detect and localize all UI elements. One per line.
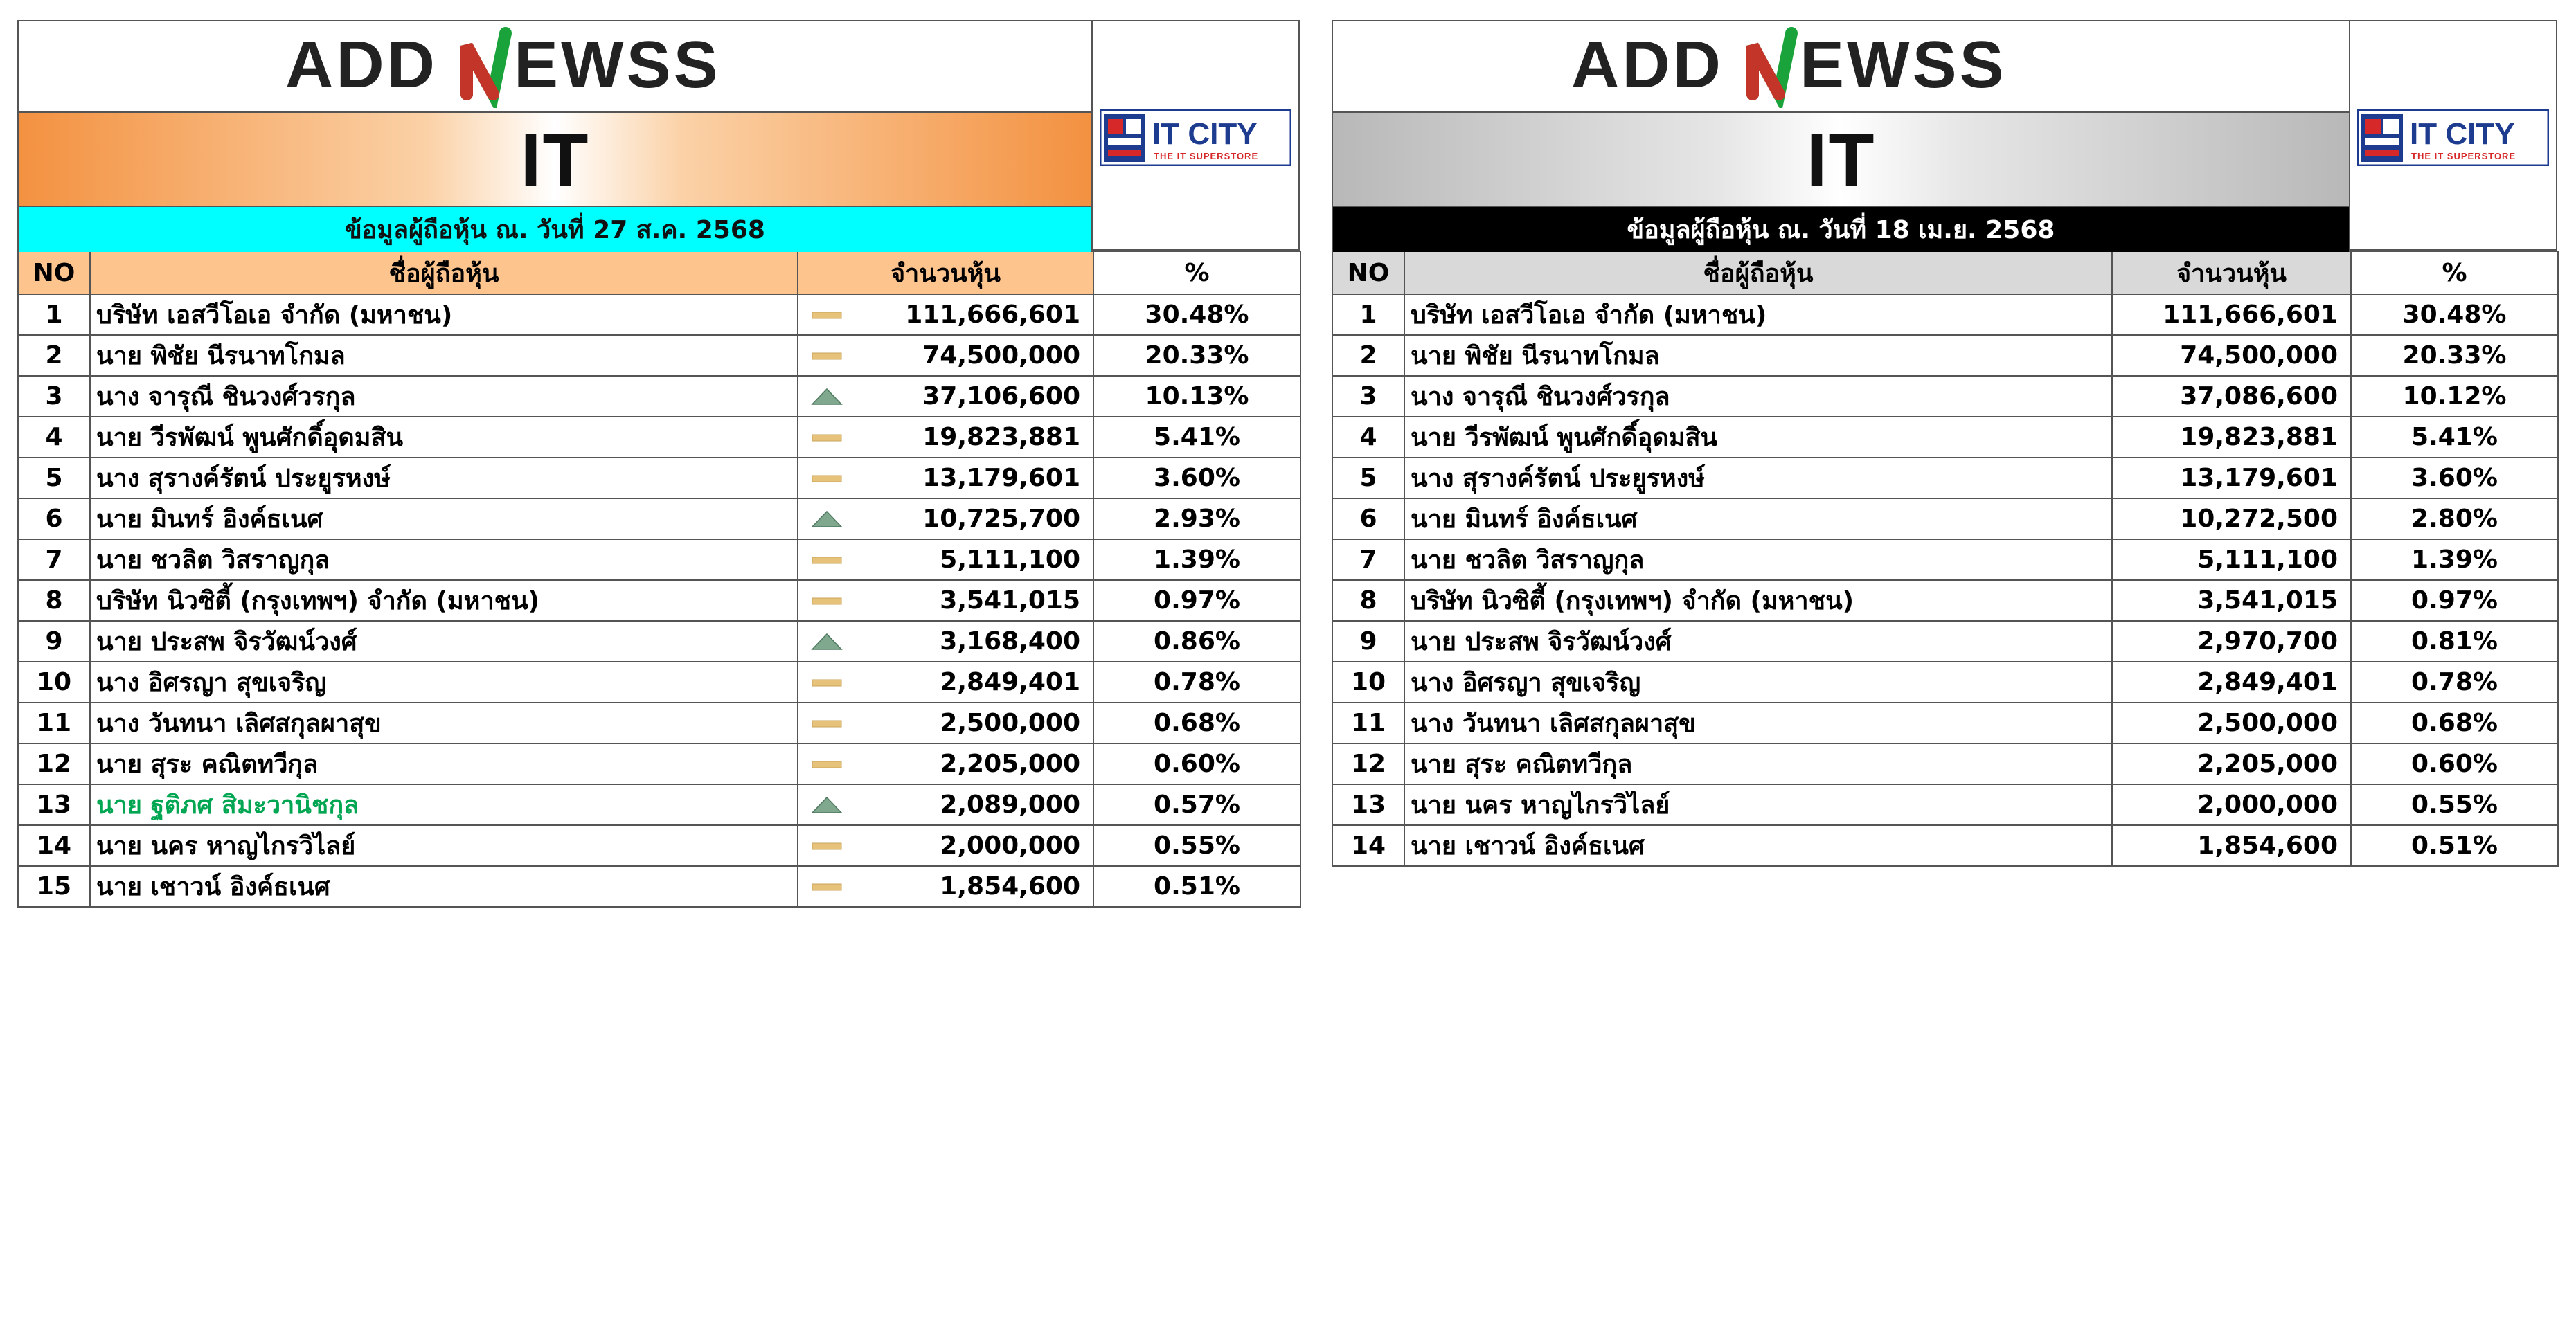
shareholder-name: นาง วันทนา เลิศสกุลผาสุข <box>1404 703 2112 743</box>
share-percent: 0.60% <box>1093 743 1300 784</box>
share-percent: 0.51% <box>2351 825 2558 866</box>
shareholder-table-left <box>17 251 1301 908</box>
share-percent: 0.55% <box>2351 784 2558 825</box>
share-count-cell: 19,823,881 <box>2112 417 2351 458</box>
col-name-header: ชื่อผู้ถือหุ้น <box>1404 251 2112 294</box>
share-count: 13,179,601 <box>922 464 1080 492</box>
table-row <box>1332 662 2558 703</box>
share-count-cell: 5,111,100 <box>2112 539 2351 580</box>
table-row <box>18 376 1300 417</box>
share-percent: 0.68% <box>1093 703 1300 743</box>
share-count-cell <box>798 458 1093 498</box>
table-row <box>18 784 1300 825</box>
row-no: 7 <box>18 539 90 580</box>
row-no: 10 <box>18 662 90 703</box>
header-main-right <box>1332 20 2350 251</box>
brand-logo-right <box>1333 21 2349 113</box>
shareholder-name: นาย วีรพัฒน์ พูนศักดิ์อุดมสิน <box>1404 417 2112 458</box>
share-count-cell <box>798 376 1093 417</box>
table-row <box>18 662 1300 703</box>
col-pct-header: % <box>1093 251 1300 294</box>
panel-right <box>1332 20 2557 867</box>
share-count-cell <box>798 825 1093 866</box>
table-row <box>18 703 1300 743</box>
row-no: 14 <box>1332 825 1404 866</box>
shareholder-name: นาย ประสพ จิรวัฒน์วงศ์ <box>1404 621 2112 662</box>
share-percent: 3.60% <box>2351 458 2558 498</box>
svg-text:ADD: ADD <box>285 28 438 102</box>
share-percent: 0.81% <box>2351 621 2558 662</box>
brand-text: ADDNEWSS <box>285 25 289 26</box>
share-percent: 0.60% <box>2351 743 2558 784</box>
table-header-row <box>18 251 1300 294</box>
share-count-cell: 2,849,401 <box>2112 662 2351 703</box>
table-row <box>18 294 1300 335</box>
row-no: 9 <box>1332 621 1404 662</box>
shareholder-name: นาย พิชัย นีรนาทโกมล <box>90 335 798 376</box>
share-count: 3,541,015 <box>940 586 1080 615</box>
table-row <box>18 743 1300 784</box>
table-row <box>1332 825 2558 866</box>
ticker-symbol: IT <box>520 117 590 201</box>
col-shares-header: จำนวนหุ้น <box>798 251 1093 294</box>
shareholder-name: นาย นคร หาญไกรวิไลย์ <box>1404 784 2112 825</box>
table-row <box>1332 580 2558 621</box>
shareholder-name: นาง วันทนา เลิศสกุลผาสุข <box>90 703 798 743</box>
row-no: 11 <box>18 703 90 743</box>
shareholder-name: นาย วีรพัฒน์ พูนศักดิ์อุดมสิน <box>90 417 798 458</box>
trend-up-icon <box>811 795 843 815</box>
trend-flat-icon <box>811 713 843 734</box>
itcity-logo <box>2357 109 2549 166</box>
share-percent: 30.48% <box>2351 294 2558 335</box>
trend-up-icon <box>811 509 843 530</box>
shareholder-name: นาย ชวลิต วิสราญกุล <box>1404 539 2112 580</box>
table-row <box>1332 703 2558 743</box>
share-count: 111,666,601 <box>905 300 1080 329</box>
row-no: 7 <box>1332 539 1404 580</box>
svg-text:IT CITY: IT CITY <box>2410 117 2515 151</box>
row-no: 6 <box>18 498 90 539</box>
trend-flat-icon <box>811 590 843 611</box>
table-row <box>18 866 1300 907</box>
table-row <box>1332 294 2558 335</box>
share-count-cell <box>798 498 1093 539</box>
svg-text:IT CITY: IT CITY <box>1152 117 1258 151</box>
panel-left <box>17 20 1300 908</box>
share-count: 1,854,600 <box>940 872 1080 901</box>
shareholder-name: นาย มินทร์ อิงค์ธเนศ <box>90 498 798 539</box>
trend-flat-icon <box>811 672 843 693</box>
share-count-cell <box>798 621 1093 662</box>
share-count-cell: 13,179,601 <box>2112 458 2351 498</box>
row-no: 4 <box>1332 417 1404 458</box>
share-percent: 0.51% <box>1093 866 1300 907</box>
share-count: 3,168,400 <box>940 627 1080 656</box>
table-row <box>1332 784 2558 825</box>
trend-flat-icon <box>811 550 843 570</box>
table-row <box>18 417 1300 458</box>
share-percent: 20.33% <box>1093 335 1300 376</box>
shareholder-name: นาง จารุณี ชินวงศ์วรกุล <box>90 376 798 417</box>
share-percent: 2.93% <box>1093 498 1300 539</box>
shareholder-name: บริษัท เอสวีโอเอ จำกัด (มหาชน) <box>1404 294 2112 335</box>
trend-flat-icon <box>811 468 843 489</box>
date-label: ข้อมูลผู้ถือหุ้น ณ. วันที่ 18 เม.ย. 2568 <box>1627 216 2055 244</box>
share-count-cell <box>798 417 1093 458</box>
partner-box-left <box>1093 20 1300 251</box>
shareholder-name: นาย เชาวน์ อิงค์ธเนศ <box>1404 825 2112 866</box>
trend-flat-icon <box>811 754 843 775</box>
table-row <box>1332 621 2558 662</box>
share-count-cell: 37,086,600 <box>2112 376 2351 417</box>
itcity-logo <box>1100 109 1291 166</box>
svg-text:THE IT SUPERSTORE: THE IT SUPERSTORE <box>1154 151 1259 161</box>
trend-up-icon <box>811 631 843 652</box>
header-left <box>17 20 1300 251</box>
share-count-cell: 2,205,000 <box>2112 743 2351 784</box>
ticker-band-left <box>19 113 1091 207</box>
shareholder-name: นาย สุระ คณิตทวีกุล <box>90 743 798 784</box>
shareholder-name: นาง อิศรญา สุขเจริญ <box>90 662 798 703</box>
share-count: 2,500,000 <box>940 709 1080 737</box>
row-no: 3 <box>1332 376 1404 417</box>
trend-up-icon <box>811 386 843 407</box>
shareholder-name: นาง อิศรญา สุขเจริญ <box>1404 662 2112 703</box>
shareholder-name: บริษัท นิวซิตี้ (กรุงเทพฯ) จำกัด (มหาชน) <box>90 580 798 621</box>
col-name-header: ชื่อผู้ถือหุ้น <box>90 251 798 294</box>
row-no: 8 <box>1332 580 1404 621</box>
table-row <box>18 335 1300 376</box>
share-count-cell: 3,541,015 <box>2112 580 2351 621</box>
share-count-cell <box>798 294 1093 335</box>
brand-logo-left <box>19 21 1091 113</box>
row-no: 3 <box>18 376 90 417</box>
row-no: 13 <box>18 784 90 825</box>
addnewss-logo <box>1571 25 2111 108</box>
shareholder-name: บริษัท นิวซิตี้ (กรุงเทพฯ) จำกัด (มหาชน) <box>1404 580 2112 621</box>
row-no: 14 <box>18 825 90 866</box>
svg-text:EWSS: EWSS <box>513 28 721 102</box>
addnewss-logo <box>285 25 825 108</box>
shareholder-name: นาย มินทร์ อิงค์ธเนศ <box>1404 498 2112 539</box>
share-percent: 30.48% <box>1093 294 1300 335</box>
share-percent: 0.97% <box>2351 580 2558 621</box>
shareholder-name: นาย เชาวน์ อิงค์ธเนศ <box>90 866 798 907</box>
row-no: 9 <box>18 621 90 662</box>
table-row <box>18 825 1300 866</box>
share-percent: 5.41% <box>1093 417 1300 458</box>
share-percent: 10.13% <box>1093 376 1300 417</box>
table-row <box>1332 335 2558 376</box>
row-no: 1 <box>18 294 90 335</box>
share-count-cell: 2,500,000 <box>2112 703 2351 743</box>
share-percent: 0.57% <box>1093 784 1300 825</box>
share-percent: 0.68% <box>2351 703 2558 743</box>
row-no: 2 <box>1332 335 1404 376</box>
table-row <box>18 580 1300 621</box>
date-band-right <box>1333 207 2349 252</box>
shareholder-name: นาย นคร หาญไกรวิไลย์ <box>90 825 798 866</box>
col-no-header: NO <box>1332 251 1404 294</box>
share-percent: 20.33% <box>2351 335 2558 376</box>
ticker-symbol: IT <box>1806 117 1876 201</box>
table-row <box>1332 498 2558 539</box>
shareholder-name: นาย ชวลิต วิสราญกุล <box>90 539 798 580</box>
share-percent: 1.39% <box>1093 539 1300 580</box>
shareholder-name: นาย ประสพ จิรวัฒน์วงศ์ <box>90 621 798 662</box>
table-row <box>18 458 1300 498</box>
svg-text:ADD: ADD <box>1571 28 1724 102</box>
row-no: 13 <box>1332 784 1404 825</box>
row-no: 12 <box>18 743 90 784</box>
share-count-cell <box>798 335 1093 376</box>
table-row <box>18 539 1300 580</box>
share-count-cell: 2,000,000 <box>2112 784 2351 825</box>
shareholder-name: นาง สุรางค์รัตน์ ประยูรหงษ์ <box>1404 458 2112 498</box>
row-no: 2 <box>18 335 90 376</box>
share-count: 2,205,000 <box>940 750 1080 778</box>
table-row <box>1332 539 2558 580</box>
table-row <box>1332 743 2558 784</box>
share-count: 37,106,600 <box>922 382 1080 410</box>
svg-text:THE IT SUPERSTORE: THE IT SUPERSTORE <box>2411 151 2516 161</box>
share-percent: 3.60% <box>1093 458 1300 498</box>
row-no: 11 <box>1332 703 1404 743</box>
row-no: 12 <box>1332 743 1404 784</box>
share-count: 74,500,000 <box>922 341 1080 370</box>
row-no: 8 <box>18 580 90 621</box>
share-percent: 2.80% <box>2351 498 2558 539</box>
share-percent: 10.12% <box>2351 376 2558 417</box>
share-percent: 0.78% <box>2351 662 2558 703</box>
share-count-cell <box>798 580 1093 621</box>
share-count: 10,725,700 <box>922 505 1080 533</box>
brand-text: ADDNEWSS <box>1571 25 1575 26</box>
table-body-right <box>1332 294 2558 866</box>
share-count-cell: 1,854,600 <box>2112 825 2351 866</box>
partner-box-right <box>2350 20 2557 251</box>
share-count-cell: 111,666,601 <box>2112 294 2351 335</box>
share-count-cell: 10,272,500 <box>2112 498 2351 539</box>
table-row <box>1332 376 2558 417</box>
share-percent: 1.39% <box>2351 539 2558 580</box>
table-header-row <box>1332 251 2558 294</box>
ticker-band-right <box>1333 113 2349 207</box>
table-body-left <box>18 294 1300 907</box>
table-row <box>18 498 1300 539</box>
share-count: 19,823,881 <box>922 423 1080 451</box>
shareholder-name: นาง จารุณี ชินวงศ์วรกุล <box>1404 376 2112 417</box>
share-count-cell <box>798 703 1093 743</box>
trend-flat-icon <box>811 876 843 897</box>
header-main-left <box>17 20 1093 251</box>
share-percent: 5.41% <box>2351 417 2558 458</box>
trend-flat-icon <box>811 305 843 325</box>
share-percent: 0.55% <box>1093 825 1300 866</box>
share-count-cell <box>798 539 1093 580</box>
shareholder-table-right <box>1332 251 2559 867</box>
trend-flat-icon <box>811 836 843 856</box>
col-no-header: NO <box>18 251 90 294</box>
shareholder-name: นาย พิชัย นีรนาทโกมล <box>1404 335 2112 376</box>
share-count-cell <box>798 662 1093 703</box>
header-right <box>1332 20 2557 251</box>
share-percent: 0.97% <box>1093 580 1300 621</box>
row-no: 1 <box>1332 294 1404 335</box>
share-count: 2,089,000 <box>940 791 1080 819</box>
share-count: 2,000,000 <box>940 831 1080 860</box>
trend-flat-icon <box>811 345 843 366</box>
table-row <box>1332 458 2558 498</box>
shareholder-name: นาย สุระ คณิตทวีกุล <box>1404 743 2112 784</box>
table-row <box>18 621 1300 662</box>
date-label: ข้อมูลผู้ถือหุ้น ณ. วันที่ 27 ส.ค. 2568 <box>345 216 765 244</box>
share-count-cell: 2,970,700 <box>2112 621 2351 662</box>
share-count: 5,111,100 <box>940 545 1080 574</box>
share-percent: 0.86% <box>1093 621 1300 662</box>
share-count-cell: 74,500,000 <box>2112 335 2351 376</box>
trend-flat-icon <box>811 427 843 448</box>
row-no: 4 <box>18 417 90 458</box>
row-no: 6 <box>1332 498 1404 539</box>
row-no: 10 <box>1332 662 1404 703</box>
row-no: 15 <box>18 866 90 907</box>
share-count-cell <box>798 784 1093 825</box>
date-band-left <box>19 207 1091 252</box>
shareholder-name: นาย ฐติภศ สิมะวานิชกุล <box>90 784 798 825</box>
share-count-cell <box>798 743 1093 784</box>
col-shares-header: จำนวนหุ้น <box>2112 251 2351 294</box>
shareholder-name: บริษัท เอสวีโอเอ จำกัด (มหาชน) <box>90 294 798 335</box>
row-no: 5 <box>18 458 90 498</box>
share-percent: 0.78% <box>1093 662 1300 703</box>
row-no: 5 <box>1332 458 1404 498</box>
shareholder-name: นาง สุรางค์รัตน์ ประยูรหงษ์ <box>90 458 798 498</box>
share-count-cell <box>798 866 1093 907</box>
col-pct-header: % <box>2351 251 2558 294</box>
svg-text:EWSS: EWSS <box>1799 28 2007 102</box>
table-row <box>1332 417 2558 458</box>
share-count: 2,849,401 <box>940 668 1080 696</box>
